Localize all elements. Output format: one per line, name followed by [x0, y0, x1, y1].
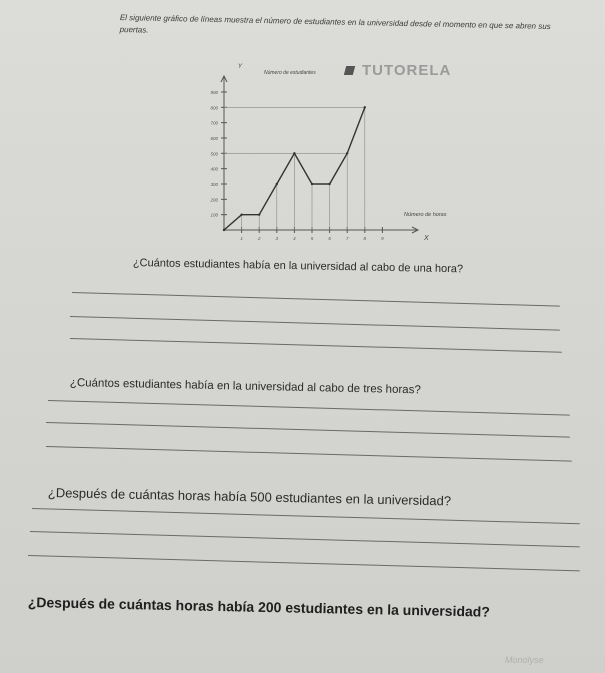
answer-line[interactable]: [28, 555, 580, 571]
data-point: [328, 183, 330, 185]
question-1: ¿Cuántos estudiantes había en la universidad al cabo de una hora?: [132, 257, 464, 276]
line-chart: [0, 0, 605, 260]
data-point: [364, 106, 366, 108]
answer-line[interactable]: [72, 292, 560, 307]
brand-name: TUTORELA: [362, 62, 452, 79]
y-tick-label: 700: [210, 120, 218, 126]
watermark: Monolyse: [505, 655, 544, 665]
answer-line[interactable]: [30, 531, 580, 547]
answer-line[interactable]: [70, 316, 560, 331]
x-tick-label: 2: [257, 236, 261, 241]
question-2: ¿Cuántos estudiantes había en la universidad al cabo de tres horas?: [69, 377, 421, 397]
x-tick-label: 9: [381, 236, 384, 241]
intro-text: El siguiente gráfico de líneas muestra el número de estudiantes en la universidad desde el momento en que se abren sus puertas.: [119, 12, 551, 35]
x-tick-label: 7: [345, 236, 349, 241]
y-tick-label: 400: [210, 166, 218, 172]
y-axis-title: Número de estudiantes: [264, 70, 316, 76]
data-point: [223, 229, 225, 231]
y-tick-label: 800: [210, 105, 218, 111]
y-tick-label: 600: [210, 136, 218, 141]
x-axis-symbol: X: [424, 235, 429, 242]
answer-line[interactable]: [46, 422, 570, 438]
y-tick-label: 100: [210, 212, 218, 218]
y-tick-label: 500: [210, 151, 218, 157]
y-tick-label: 900: [210, 90, 218, 95]
data-point: [346, 152, 348, 154]
data-point: [276, 183, 278, 185]
answer-line[interactable]: [32, 508, 580, 524]
y-axis-symbol: Y: [238, 64, 243, 70]
x-tick-label: 3: [275, 236, 279, 241]
data-point: [293, 152, 295, 154]
question-3: ¿Después de cuántas horas había 500 estudiantes en la universidad?: [47, 485, 452, 509]
y-tick-label: 300: [210, 182, 218, 187]
y-tick-label: 200: [210, 197, 218, 203]
answer-line[interactable]: [46, 446, 572, 462]
data-point: [258, 213, 260, 215]
x-tick-label: 8: [363, 236, 367, 241]
x-tick-label: 4: [293, 236, 296, 241]
x-tick-label: 5: [310, 236, 314, 241]
question-4: ¿Después de cuántas horas había 200 estudiantes en la universidad?: [27, 594, 491, 620]
data-point: [311, 183, 313, 185]
x-axis-title: Número de horas: [404, 212, 447, 218]
answer-line[interactable]: [70, 338, 562, 353]
x-tick-label: 1: [240, 236, 243, 241]
data-point: [240, 213, 242, 215]
x-tick-label: 6: [328, 236, 331, 241]
answer-line[interactable]: [48, 400, 570, 416]
